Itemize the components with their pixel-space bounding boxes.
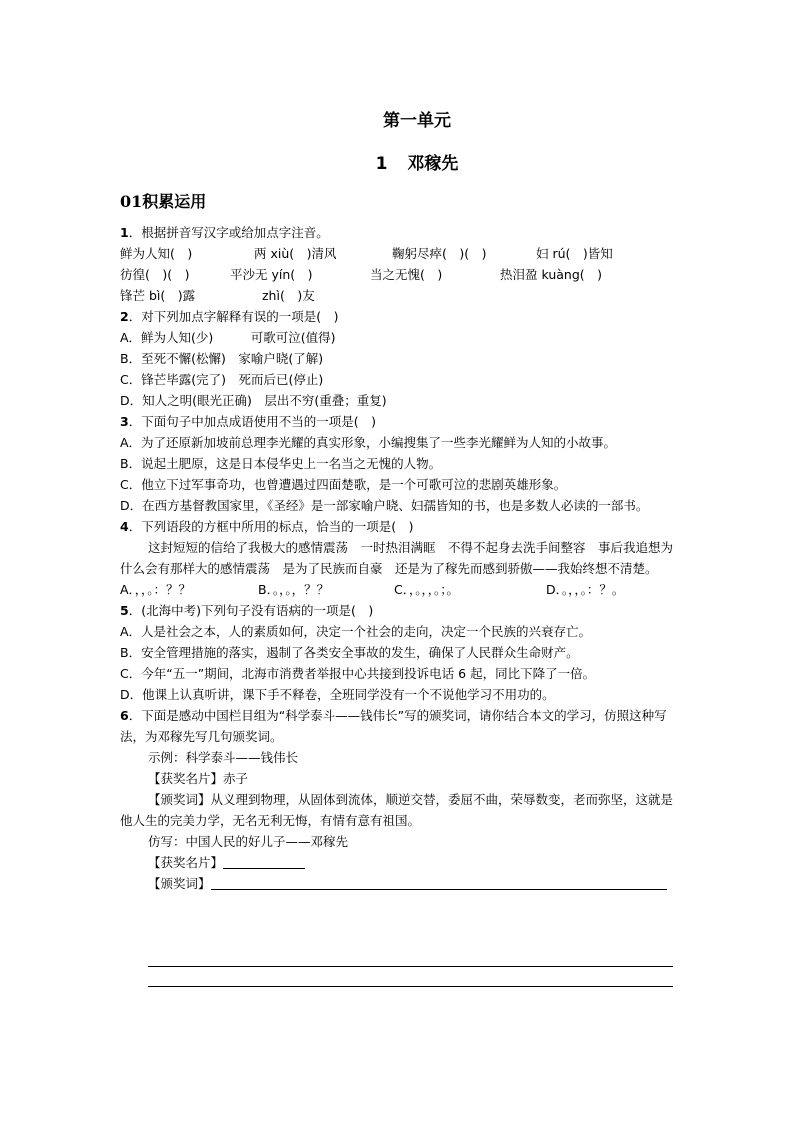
- q1-stem: [120, 222, 680, 243]
- q1-item: 热泪盈 kuàng( ): [500, 267, 603, 282]
- q4-option-a: A．，，。：？？: [120, 582, 192, 597]
- q2-option-b: B．至死不懈(松懈) 家喻户晓(了解): [120, 351, 324, 366]
- q6-card-value: 赤子: [223, 771, 249, 786]
- q6-card-label: 【获奖名片】: [148, 771, 224, 786]
- q6-imitate-label: 仿写：中国人民的好儿子——邓稼先: [148, 834, 349, 849]
- q3-option-c: C．他立下过军事奇功，也曾遭遇过四面楚歌，是一个可歌可泣的悲剧英雄形象。: [120, 477, 567, 492]
- section-title: 积累运用: [142, 192, 207, 211]
- answer-line[interactable]: [148, 966, 673, 967]
- q3-number: 3: [120, 414, 129, 429]
- section-heading: [120, 189, 206, 212]
- q1-row3: [120, 285, 680, 306]
- q5-stem-text: ．(北海中考)下列句子没有语病的一项是( ): [128, 603, 374, 618]
- q2-stem-text: ．对下列加点字解释有误的一项是( ): [128, 309, 339, 324]
- q6-stem-text: ．下面是感动中国栏目组为“科学泰斗——钱伟长”写的颁奖词，请你结合本文的学习，仿照这种写法，为邓稼先写几句颁奖词。: [120, 708, 667, 744]
- q3-option-b: B．说起土肥原，这是日本侵华史上一名当之无愧的人物。: [120, 456, 442, 471]
- q6-imitate-card-label: 【获奖名片】: [148, 855, 224, 870]
- q3-option-a: A．为了还原新加坡前总理李光耀的真实形象，小编搜集了一些李光耀鲜为人知的小故事。: [120, 435, 617, 450]
- q6-card-answer-blank[interactable]: [223, 854, 305, 869]
- q6-number: 6: [120, 708, 129, 723]
- lesson-title: [0, 149, 794, 174]
- q3-option-d: D．在西方基督教国家里，《圣经》是一部家喻户晓、妇孺皆知的书，也是多数人必读的一部书。: [120, 498, 649, 513]
- q5-option-d: D．他课上认真听讲，课下手不释卷，全班同学没有一个不说他学习不用功的。: [120, 687, 555, 702]
- unit-title: 第一单元: [383, 111, 451, 131]
- q1-item: 鲜为人知( ): [120, 246, 193, 261]
- q6-award-answer-blank[interactable]: [211, 875, 667, 890]
- q6-imitate-award-label: 【颁奖词】: [148, 876, 211, 891]
- q5-number: 5: [120, 603, 129, 618]
- q2-number: 2: [120, 309, 129, 324]
- q1-row1: [120, 243, 680, 264]
- q4-options: [120, 579, 680, 600]
- lesson-number: 1: [375, 154, 388, 174]
- q5-stem: [120, 600, 680, 621]
- q1-item: 两 xiù( )清风: [254, 246, 337, 261]
- q1-item: 平沙无 yín( ): [230, 267, 313, 282]
- q1-item: zhì( )友: [262, 288, 315, 303]
- lesson-name: 邓稼先: [407, 154, 459, 174]
- q6-stem: [120, 705, 680, 747]
- q1-stem-text: ．根据拼音写汉字或给加点字注音。: [128, 225, 329, 240]
- q2-option-a: A．鲜为人知(少) 可歌可泣(值得): [120, 330, 336, 345]
- q2-stem: [120, 306, 680, 327]
- q1-item: 鞠躬尽瘁( )( ): [392, 246, 487, 261]
- section-number: 01: [120, 192, 143, 211]
- q2-option-d: D．知人之明(眼光正确) 层出不穷(重叠；重复): [120, 393, 387, 408]
- q4-option-d: D．。，，。：？。: [546, 582, 625, 597]
- q1-item: 彷徨( )( ): [120, 267, 190, 282]
- q4-number: 4: [120, 519, 129, 534]
- q6-example-card: [120, 768, 680, 789]
- answer-line[interactable]: [148, 986, 673, 987]
- q2-option-c: C．锋芒毕露(完了) 死而后已(停止): [120, 372, 324, 387]
- q4-stem: [120, 516, 680, 537]
- q1-item: 锋芒 bì( )露: [120, 288, 196, 303]
- q1-number: 1: [120, 225, 129, 240]
- q4-passage: 这封短短的信给了我极大的感情震荡 一时热泪满眶 不得不起身去洗手间整容 事后我追想为什么会有那样大的感情震荡 是为了民族而自豪 还是为了稼先而感到骄傲——我始终想不清楚。: [120, 540, 674, 576]
- q6-imitate-award: [120, 873, 680, 894]
- q6-example-label: 示例：科学泰斗——钱伟长: [148, 750, 299, 765]
- q6-award-text: 从义理到物理，从固体到流体，顺逆交替，委屈不曲，荣辱数变，老而弥坚，这就是他人生的完美力学，无名无利无悔，有情有意有祖国。: [120, 792, 674, 828]
- q4-option-c: C．，。，，。；。: [394, 582, 459, 597]
- q1-item: 当之无愧( ): [370, 267, 443, 282]
- q4-option-b: B．。，。，？？: [258, 582, 330, 597]
- exercise-content: [120, 222, 680, 894]
- q6-award-label: 【颁奖词】: [148, 792, 211, 807]
- q3-stem: [120, 411, 680, 432]
- q5-option-a: A．人是社会之本，人的素质如何，决定一个社会的走向，决定一个民族的兴衰存亡。: [120, 624, 592, 639]
- q1-row2: [120, 264, 680, 285]
- q5-option-b: B．安全管理措施的落实，遏制了各类安全事故的发生，确保了人民群众生命财产。: [120, 645, 579, 660]
- q1-item: 妇 rú( )皆知: [536, 246, 613, 261]
- q4-stem-text: ．下列语段的方框中所用的标点，恰当的一项是( ): [128, 519, 414, 534]
- q6-example-award: [120, 789, 680, 831]
- q3-stem-text: ．下面句子中加点成语使用不当的一项是( ): [128, 414, 376, 429]
- q5-option-c: C．今年“五一”期间，北海市消费者举报中心共接到投诉电话 6 起，同比下降了一倍。: [120, 666, 596, 681]
- q6-imitate-card: [120, 852, 680, 873]
